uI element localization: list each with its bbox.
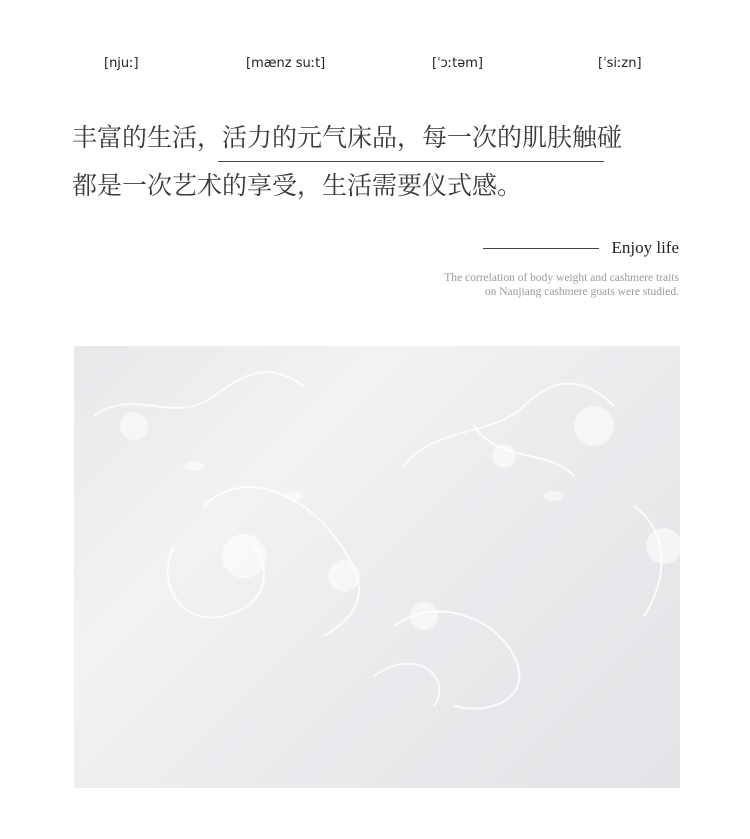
phonetic-1: [njuː] [104,56,139,71]
description-line-2: on Nanjiang cashmere goats were studied. [484,286,679,298]
headline-underline [218,161,604,162]
phonetic-4: [ˈsiːzn] [598,56,642,71]
tagline-title: Enjoy life [611,238,679,257]
floral-embroidery-pattern [74,346,680,788]
phonetic-3: [ˈɔːtəm] [432,56,483,71]
tagline-row [483,238,679,258]
tagline-description [444,271,679,299]
phonetic-row [0,56,750,76]
tagline-divider [483,248,599,249]
headline-line-1: 丰富的生活，活力的元气床品，每一次的肌肤触碰 [72,123,623,152]
headline [72,125,622,198]
headline-line-2: 都是一次艺术的享受，生活需要仪式感。 [72,171,523,200]
headline-line-1-wrap [72,125,622,165]
description-line-1: The correlation of body weight and cashmere traits [444,272,679,284]
phonetic-2: [mænz suːt] [246,56,326,71]
fabric-photo [74,346,680,788]
